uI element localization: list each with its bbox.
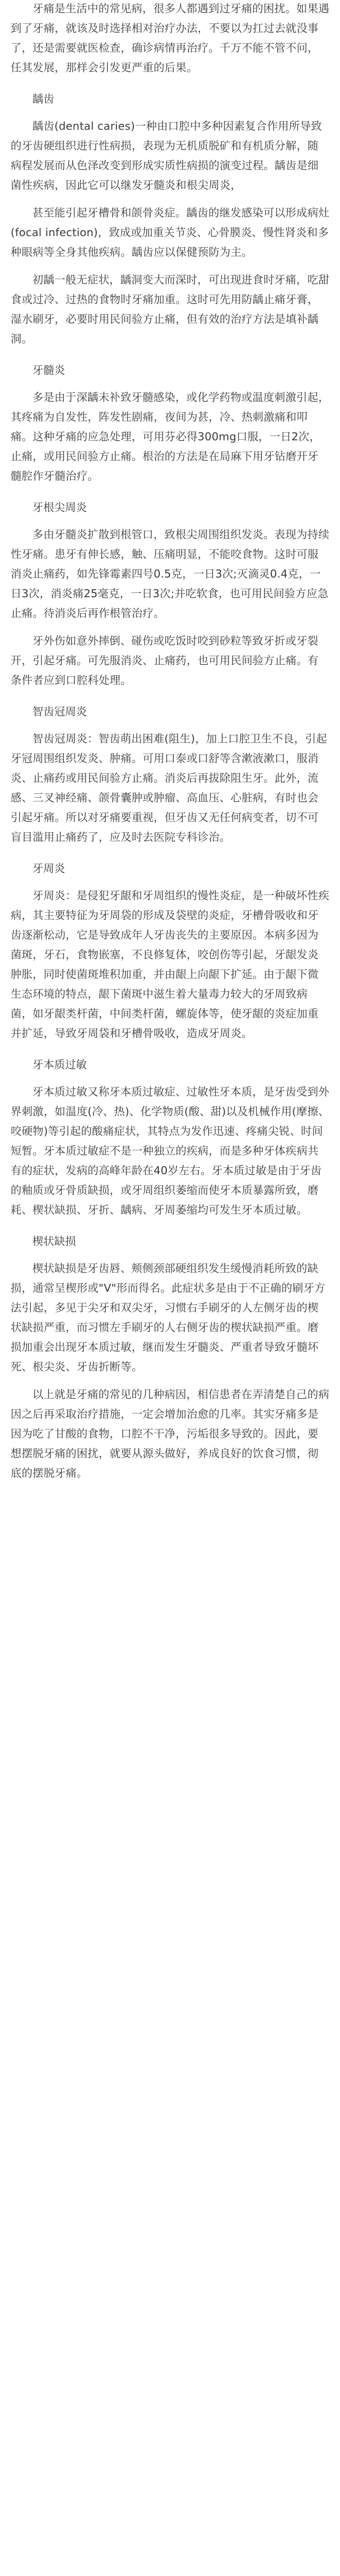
section-dental-caries	[11, 89, 329, 349]
section-periapical	[11, 498, 329, 690]
body-paragraph: 初龋一般无症状，龋洞变大而深时，可出现进食时牙痛，吃甜食或过冷、过热的食物时牙痛加重。这时可先用防龋止痛牙膏，湿水刷牙，必要时用民间验方止痛，但有效的治疗方法是填补龋洞。	[11, 273, 329, 345]
body-paragraph: 牙周炎：是侵犯牙龈和牙周组织的慢性炎症，是一种破坏性疾病，其主要特征为牙周袋的形成及袋壁的炎症，牙槽骨吸收和牙齿逐渐松动，它是导致成年人牙齿丧失的主要原因。本病多因为菌斑，牙石，食物嵌塞，不良修复体，咬创伤等引起，牙龈发炎肿胀，同时使菌斑堆积加重，并由龈上向龈下扩延。由于龈下微生态环境的特点，龈下菌斑中滋生着大量毒力较大的牙周致病菌，如牙龈类杆菌，中间类杆菌，螺旋体等，使牙龈的炎症加重并扩延，导致牙周袋和牙槽骨吸收，造成牙周炎。	[11, 889, 329, 1040]
section-heading: 智齿冠周炎	[32, 705, 87, 718]
body-paragraph: 牙本质过敏又称牙本质过敏症、过敏性牙本质，是牙齿受到外界刺激，如温度(冷、热)、化学物质(酸、甜)以及机械作用(摩擦、咬硬物)等引起的酸痛症状，其特点为发作迅速、疼痛尖锐、时间短暂。牙本质过敏症不是一种独立的疾病，而是多种牙体疾病共有的症状，发病的高峰年龄在40岁左右。牙本质过敏是由于牙齿的釉质或牙骨质缺损，或牙周组织萎缩而使牙本质暴露所致，磨耗、楔状缺损、牙折、龋病、牙周萎缩均可发生牙本质过敏。	[11, 1085, 329, 1216]
body-paragraph: 牙外伤如意外摔倒、碰伤或吃饭时咬到砂粒等致牙折或牙裂开，引起牙痛。可先服消炎、止痛药，也可用民间验方止痛。有条件者应到口腔科处理。	[11, 634, 319, 687]
body-paragraph: 多是由于深龋未补致牙髓感染，或化学药物或温度刺激引起，其疼痛为自发性，阵发性剧痛，夜间为甚，冷、热刺激痛和叩痛。这种牙痛的应急处理，可用芬必得300mg口服，一日2次，止痛，或用民间验方止痛。根治的方法是在局麻下用牙钻磨开牙髓腔作牙髓治疗。	[11, 391, 329, 482]
section-pericoronitis	[11, 702, 329, 847]
body-paragraph: 楔状缺损是牙齿唇、颊侧颈部硬组织发生缓慢消耗所致的缺损，通常呈楔形或"V"形而得名。此症状多是由于不正确的刷牙方法引起，多见于尖牙和双尖牙，习惯右手刷牙的人左侧牙齿的楔状缺损严重，而习惯左手刷牙的人右侧牙齿的楔状缺损严重。磨损加重会出现牙本质过敏，继而发生牙髓炎、严重者导致牙髓坏死、根尖炎、牙齿折断等。	[11, 1262, 326, 1373]
intro-paragraph: 牙痛是生活中的常见病，很多人都遇到过牙痛的困扰。如果遇到了牙痛，就该及时选择相对治疗办法，不要以为扛过去就没事了，还是需要就医检查，确诊病情再治疗。千万不能不管不问，任其发展，那样会引发更严重的后果。	[11, 2, 329, 74]
section-heading: 牙髓炎	[32, 364, 65, 377]
section-wedge-defect	[11, 1232, 329, 1483]
conclusion-paragraph: 以上就是牙痛的常见的几种病因，相信患者在弄清楚自己的病因之后再采取治疗措施，一定会增加治愈的几率。其实牙痛多是因为吃了甘酸的食物，口腔不干净，污垢很多导致的。因此，要想摆脱牙痛的困扰，就要从源头做好，养成良好的饮食习惯，彻底的摆脱牙痛。	[11, 1388, 329, 1479]
section-heading: 楔状缺损	[32, 1235, 76, 1248]
section-periodontitis	[11, 859, 329, 1043]
section-pulpitis	[11, 361, 329, 486]
section-heading: 牙本质过敏	[32, 1058, 87, 1071]
section-heading: 牙根尖周炎	[32, 501, 87, 514]
body-paragraph: 多由牙髓炎扩散到根管口，致根尖周围组织发炎。表现为持续性牙痛。患牙有伸长感，触、压痛明显，不能咬食物。这时可服消炎止痛药，如先锋霉素四号0.5克，一日3次;灭滴灵0.4克，一日3次，消炎痛25毫克，一日3次;并吃软食，也可用民间验方应急止痛。待消炎后再作根管治疗。	[11, 528, 329, 620]
section-heading: 龋齿	[32, 93, 54, 105]
body-paragraph: 智齿冠周炎：智齿萌出困难(阻生)，加上口腔卫生不良，引起牙冠周围组织发炎、肿痛。可用口泰或口舒等含漱液漱口，服消炎、止痛药或用民间验方止痛。消炎后再拔除阻生牙。此外，流感、三叉神经痛、颌骨囊肿或肿瘤、高血压、心脏病，有时也会引起牙痛。所以对牙痛要重视，但牙齿又无任何病变者，切不可盲目滥用止痛药了，应及时去医院专科诊治。	[11, 732, 327, 843]
section-dentin-hypersensitivity	[11, 1055, 329, 1220]
body-paragraph: 甚至能引起牙槽骨和颌骨炎症。龋齿的继发感染可以形成病灶(focal infection)，致成或加重关节炎、心骨膜炎、慢性肾炎和多种眼病等全身其他疾病。龋齿应以保健预防为主。	[11, 206, 329, 258]
body-paragraph: 龋齿(dental caries)一种由口腔中多种因素复合作用所导致的牙齿硬组织进行性病损，表现为无机质脱矿和有机质分解，随病程发展而从色泽改变到形成实质性病损的演变过程。龋齿是细菌性疾病，因此它可以继发牙髓炎和根尖周炎，	[11, 120, 322, 191]
section-heading: 牙周炎	[32, 862, 65, 875]
